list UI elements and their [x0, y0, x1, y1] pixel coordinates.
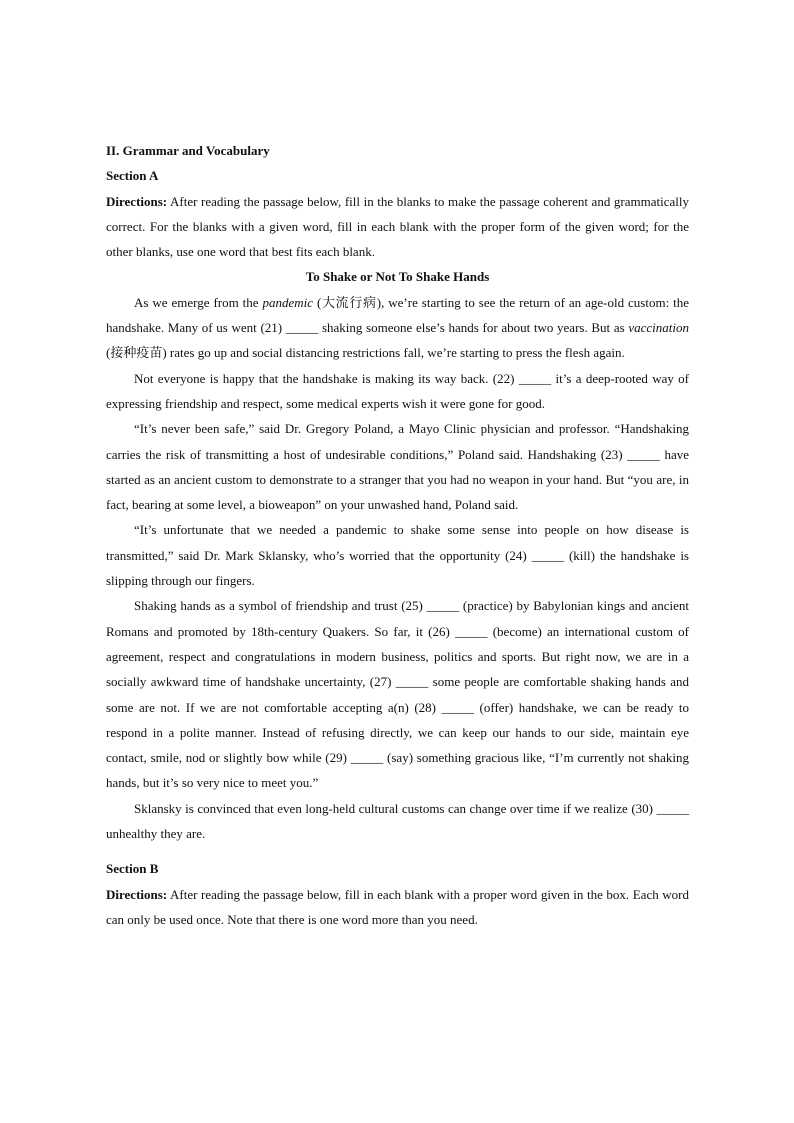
paragraph-5: Shaking hands as a symbol of friendship and trust (25) _____ (practice) by Babylonian kings and ancient Romans and promoted by 18th-century Quakers. So far, it (26) _____ (become) an international custom of agreement, respect and congratulations in modern business, politics and sports. But right now, we are in a socially awkward time of handshake uncertainty, (27) _____ some people are comfortable shaking hands and some are not. If we are not comfortable accepting a(n) (28) _____ (offer) handshake, we can be ready to respond in a polite manner. Instead of refusing directly, we can keep our hands to our side, maintain eye contact, smile, nod or slightly bow while (29) _____ (say) something gracious like, “I’m currently not shaking hands, but it’s so very nice to meet you.”: [106, 598, 689, 791]
directions-text: After reading the passage below, fill in the blanks to make the passage coherent and grammatically correct. For the blanks with a given word, fill in each blank with the proper form of the given word; for the other blanks, use one word that best fits each blank.: [106, 193, 689, 260]
paragraph-6: Sklansky is convinced that even long-held cultural customs can change over time if we realize (30) _____ unhealthy they are.: [106, 800, 689, 842]
section-heading: II. Grammar and Vocabulary: [106, 143, 270, 158]
document-page: [106, 138, 689, 932]
passage-title: To Shake or Not To Shake Hands: [305, 269, 490, 285]
paragraph-3: “It’s never been safe,” said Dr. Gregory Poland, a Mayo Clinic physician and professor. “Handshaking carries the risk of transmitting a host of undesirable conditions,” Poland said. Handshaking (23) _____ have started as an ancient custom to demonstrate to a stranger that you had no weapon in your hand. But “you are, in fact, bearing at some level, a bioweapon” on your unwashed hand, Poland said.: [106, 421, 689, 513]
paragraph-1-text-a: As we emerge from the: [134, 294, 263, 310]
section-b-directions: [106, 882, 689, 933]
paragraph-4: “It’s unfortunate that we needed a pandemic to shake some sense into people on how disease is transmitted,” said Dr. Mark Sklansky, who’s worried that the opportunity (24) _____ (kill) the handshake is slipping through our fingers.: [106, 522, 689, 589]
directions-label: Directions:: [106, 193, 168, 209]
directions-label-b: Directions:: [106, 886, 168, 902]
section-gap: [106, 846, 689, 856]
paragraph-1-text-b: (大流行病), we’re starting to see the return of an age-old custom: the handshake. Many of us went (21) _____ shaking someone else’s hands for about two years. But as: [106, 294, 690, 336]
paragraph-1: [106, 290, 689, 366]
pandemic-term: pandemic: [262, 294, 314, 310]
directions-text-b: After reading the passage below, fill in each blank with a proper word given in the box. Each word can only be used once. Note that there is one word more than you need.: [106, 886, 689, 927]
paragraph-2: Not everyone is happy that the handshake is making its way back. (22) _____ it’s a deep-rooted way of expressing friendship and respect, some medical experts wish it were gone for good.: [106, 370, 689, 411]
section-a-label: Section A: [106, 168, 159, 184]
paragraph-1-text-c: (接种疫苗) rates go up and social distancing restrictions fall, we’re starting to press the flesh again.: [106, 345, 625, 361]
section-a-directions: [106, 189, 689, 265]
section-b-label: Section B: [106, 861, 159, 877]
vaccination-term: vaccination: [628, 320, 689, 336]
